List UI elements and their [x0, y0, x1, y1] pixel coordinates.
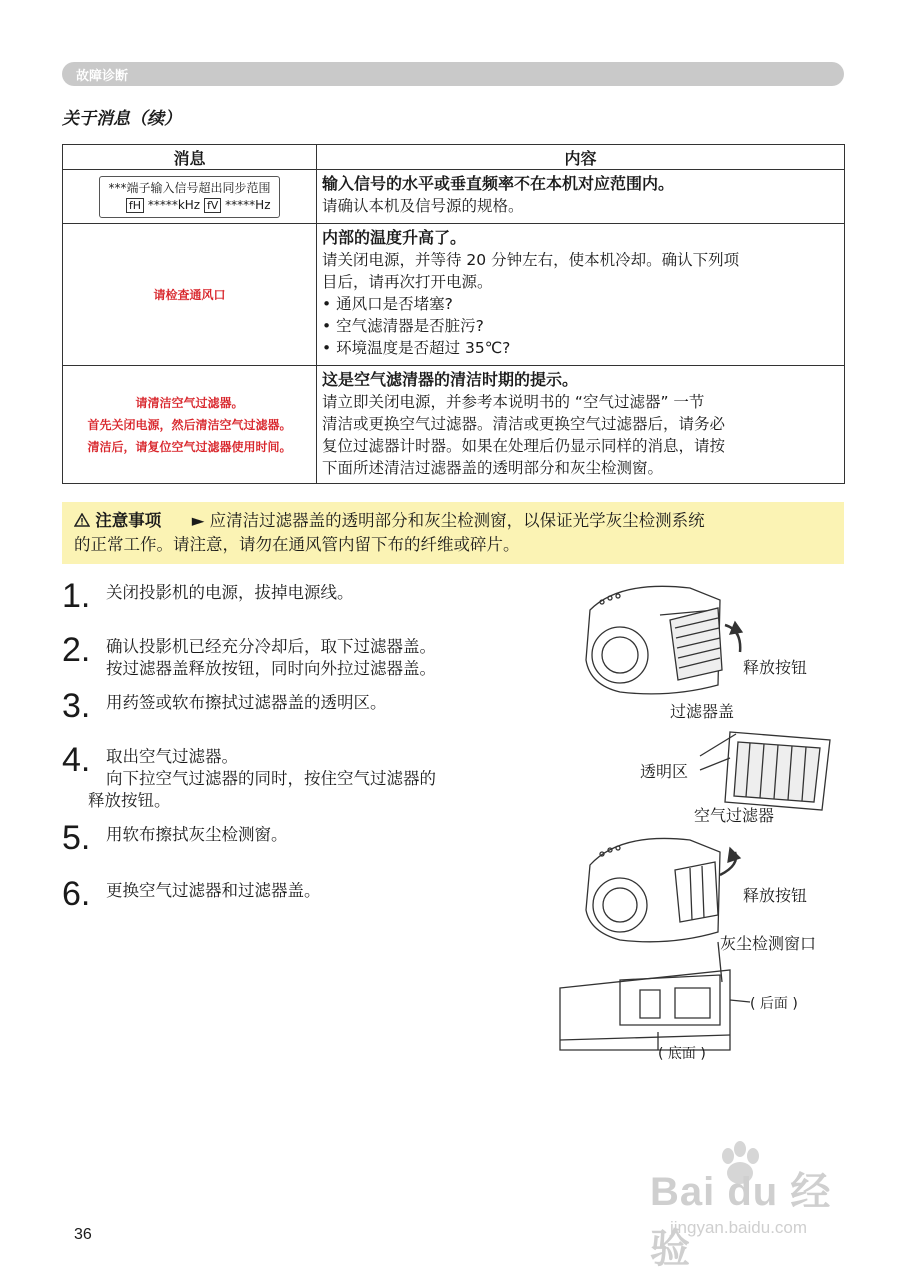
message-text: 首先关闭电源，然后清洁空气过滤器。: [87, 417, 292, 432]
step-text: 用药签或软布擦拭过滤器盖的透明区。: [106, 693, 387, 712]
column-header-message: 消息: [63, 145, 317, 170]
watermark-brand: Bai du 经验: [650, 1170, 832, 1271]
callout-release-button: 释放按钮: [743, 658, 808, 677]
column-header-content: 内容: [317, 145, 845, 170]
caution-label: 注意事项: [95, 511, 162, 530]
page-number: 36: [74, 1226, 92, 1243]
watermark: [640, 1140, 860, 1271]
step-text: 更换空气过滤器和过滤器盖。: [106, 881, 321, 900]
page-title: 关于消息（续）: [62, 109, 181, 129]
bullet-item: • 环境温度是否超过 35℃?: [322, 339, 511, 357]
step-number: 1.: [62, 577, 91, 615]
fv-value: *****Hz: [225, 197, 271, 212]
callout-dust-window: 灰尘检测窗口: [720, 934, 817, 953]
table-row: [63, 366, 845, 484]
content-line: 清洁或更换空气过滤器。清洁或更换空气过滤器后，请务必: [322, 415, 726, 433]
step-text: 用软布擦拭灰尘检测窗。: [106, 825, 288, 844]
content-line: 复位过滤器计时器。如果在处理后仍显示同样的消息，请按: [322, 437, 726, 455]
step-number: 4.: [62, 741, 91, 779]
step-text: 取出空气过滤器。: [106, 747, 238, 766]
content-line: 请关闭电源，并等待 20 分钟左右，使本机冷却。确认下列项: [322, 251, 740, 269]
message-text: 请检查通风口: [153, 287, 226, 302]
callout-filter-cover: 过滤器盖: [670, 702, 735, 721]
message-text: 请清洁空气过滤器。: [135, 395, 244, 410]
caution-text: ► 应清洁过滤器盖的透明部分和灰尘检测窗，以保证光学灰尘检测系统: [191, 511, 705, 530]
osd-line: ***端子输入信号超出同步范围: [108, 180, 271, 195]
callout-release-button: 释放按钮: [743, 886, 808, 905]
content-cell: [317, 224, 845, 366]
content-line: 请立即关闭电源，并参考本说明书的 “空气过滤器” 一节: [322, 393, 705, 411]
message-cell: [63, 366, 317, 484]
bullet-item: • 通风口是否堵塞?: [322, 295, 453, 313]
content-title: 这是空气滤清器的清洁时期的提示。: [322, 370, 579, 389]
warning-icon: [74, 513, 90, 527]
message-text: 清洁后，请复位空气过滤器使用时间。: [87, 439, 292, 454]
message-cell: [63, 170, 317, 224]
step-number: 5.: [62, 819, 91, 857]
osd-frequency-line: [108, 197, 270, 214]
callout-air-filter: 空气过滤器: [694, 806, 775, 825]
step-number: 2.: [62, 631, 91, 669]
step-text: 按过滤器盖释放按钮，同时向外拉过滤器盖。: [106, 659, 436, 678]
callout-transparent-area: 透明区: [640, 762, 689, 781]
content-title: 内部的温度升高了。: [322, 228, 467, 247]
table-row: [63, 224, 845, 366]
content-cell: [317, 170, 845, 224]
content-cell: [317, 366, 845, 484]
section-header-bar: [62, 62, 844, 86]
watermark-url: jingyan.baidu.com: [670, 1218, 808, 1237]
fh-value: *****kHz: [147, 197, 201, 212]
caution-line-1: [74, 510, 705, 532]
content-title: 输入信号的水平或垂直频率不在本机对应范围内。: [322, 174, 675, 193]
step-text: 关闭投影机的电源，拔掉电源线。: [106, 583, 354, 602]
callout-rear: ( 后面 ): [750, 996, 798, 1012]
fv-label: fV: [204, 198, 221, 213]
caution-box: [62, 502, 844, 564]
fh-label: fH: [126, 198, 144, 213]
step-number: 6.: [62, 875, 91, 913]
osd-message-box: [99, 176, 279, 218]
table-row: [63, 170, 845, 224]
step-number: 3.: [62, 687, 91, 725]
step-text: 向下拉空气过滤器的同时，按住空气过滤器的: [106, 769, 436, 788]
table-header-row: [63, 145, 845, 170]
bullet-item: • 空气滤清器是否脏污?: [322, 317, 484, 335]
content-line: 目后，请再次打开电源。: [322, 273, 493, 291]
message-cell: [63, 224, 317, 366]
step-text: 确认投影机已经充分冷却后，取下过滤器盖。: [106, 637, 436, 656]
filter-illustration: [550, 570, 850, 1070]
step-text: 释放按钮。: [88, 791, 171, 810]
section-header-label: 故障诊断: [76, 69, 129, 84]
message-table: [62, 144, 845, 484]
content-line: 请确认本机及信号源的规格。: [322, 197, 524, 215]
callout-bottom: ( 底面 ): [658, 1046, 706, 1062]
content-line: 下面所述清洁过滤器盖的透明部分和灰尘检测窗。: [322, 459, 664, 477]
caution-line-2: 的正常工作。请注意，请勿在通风管内留下布的纤维或碎片。: [74, 535, 520, 554]
